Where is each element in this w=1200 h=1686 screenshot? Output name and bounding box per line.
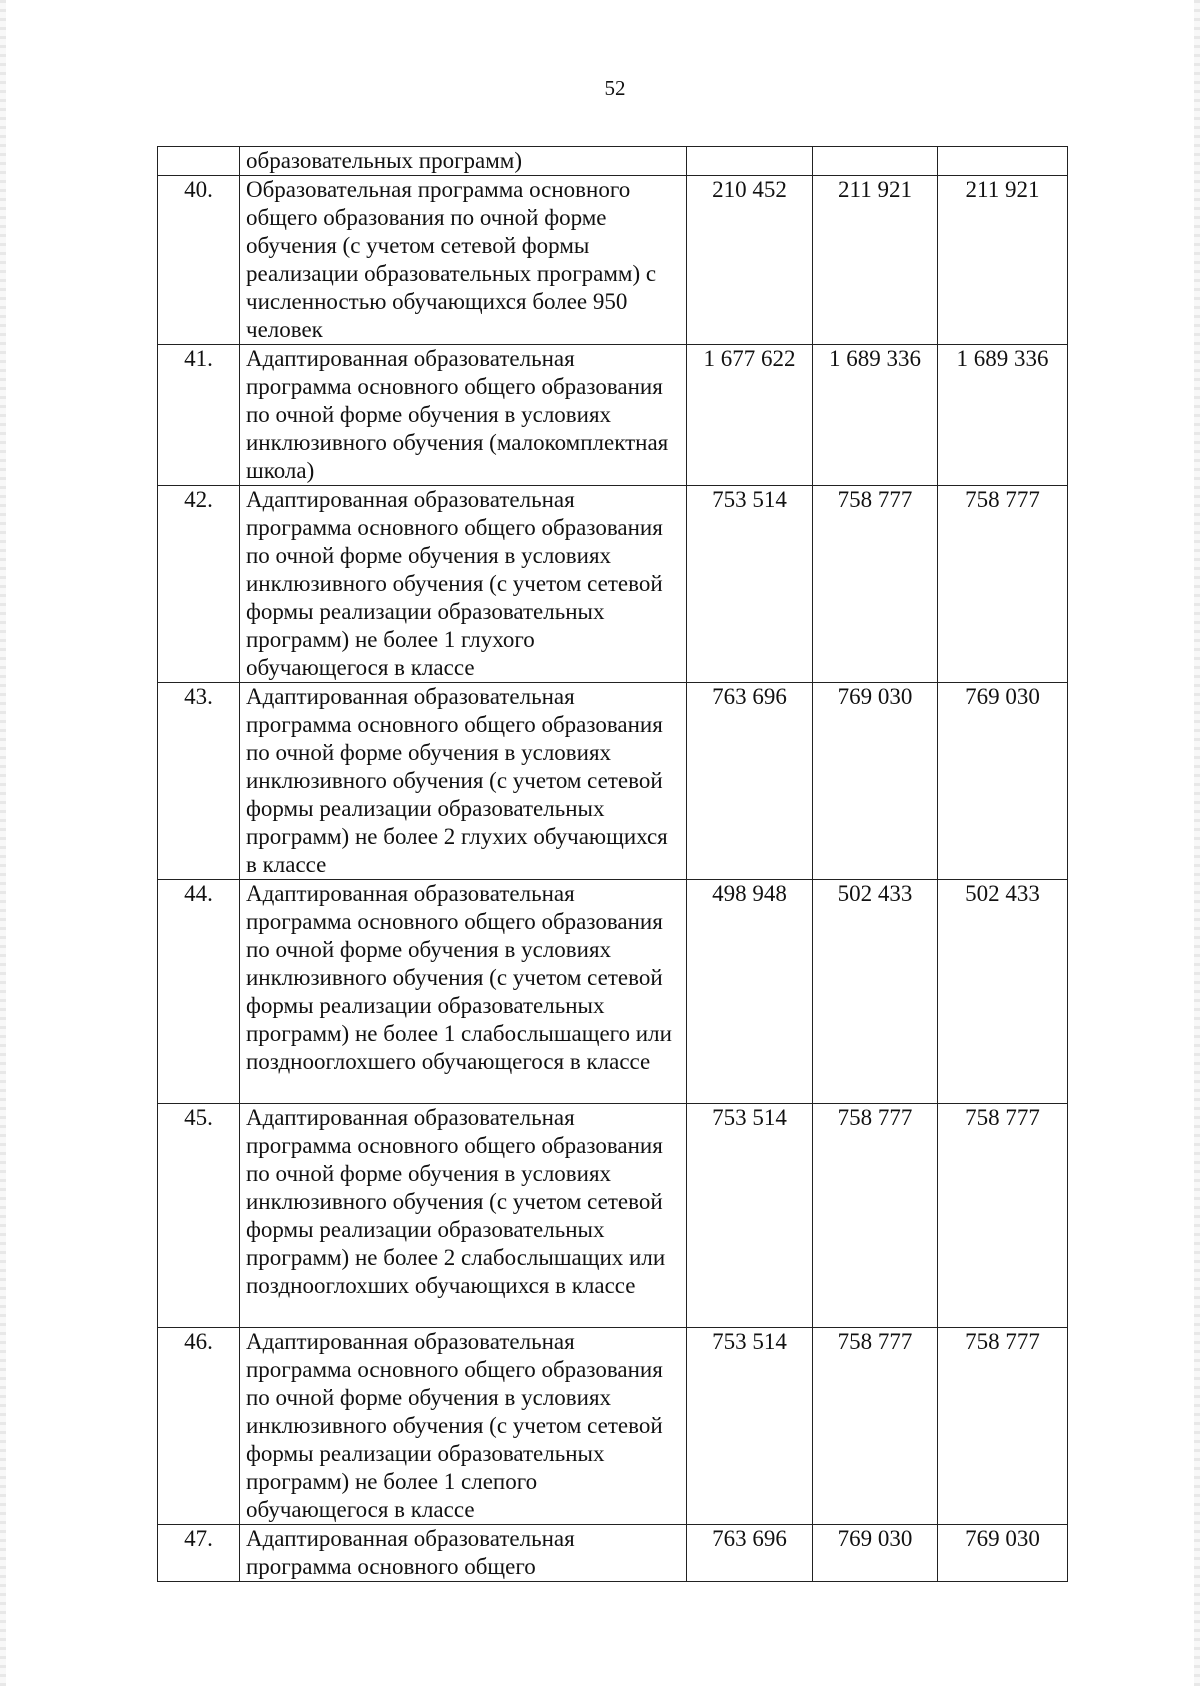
row-description: Адаптированная образовательная программа основного общего образования по очной форме обучения в условиях инклюзивного обучения (с учетом сетевой формы реализации образовательных программ) не более 2 глухих обучающихся в классе <box>240 683 687 880</box>
row-number: 43. <box>158 683 240 880</box>
value-col-1: 1 677 622 <box>687 345 813 486</box>
value-col-3: 769 030 <box>938 1525 1068 1582</box>
value-col-2: 769 030 <box>813 1525 938 1582</box>
value-col-2: 211 921 <box>813 176 938 345</box>
value-col-1: 763 696 <box>687 1525 813 1582</box>
value-col-2 <box>813 147 938 176</box>
row-description: Адаптированная образовательная программа основного общего образования по очной форме обучения в условиях инклюзивного обучения (с учетом сетевой формы реализации образовательных программ) не более 2 слабослышащих или позднооглохших обучающихся в классе <box>240 1104 687 1328</box>
row-description: Адаптированная образовательная программа основного общего <box>240 1525 687 1582</box>
row-description: образовательных программ) <box>240 147 687 176</box>
value-col-3: 502 433 <box>938 880 1068 1104</box>
value-col-3: 211 921 <box>938 176 1068 345</box>
value-col-1: 763 696 <box>687 683 813 880</box>
table-row <box>158 1525 1068 1582</box>
row-number: 44. <box>158 880 240 1104</box>
value-col-1 <box>687 147 813 176</box>
table-row <box>158 880 1068 1104</box>
table-row <box>158 345 1068 486</box>
row-number: 47. <box>158 1525 240 1582</box>
value-col-1: 753 514 <box>687 1104 813 1328</box>
row-description: Адаптированная образовательная программа основного общего образования по очной форме обучения в условиях инклюзивного обучения (с учетом сетевой формы реализации образовательных программ) не более 1 слепого обучающегося в классе <box>240 1328 687 1525</box>
data-table <box>157 146 1068 1582</box>
value-col-3: 758 777 <box>938 486 1068 683</box>
value-col-3: 758 777 <box>938 1104 1068 1328</box>
value-col-2: 758 777 <box>813 1328 938 1525</box>
table-row <box>158 486 1068 683</box>
row-number: 46. <box>158 1328 240 1525</box>
row-number: 40. <box>158 176 240 345</box>
table-row <box>158 1104 1068 1328</box>
value-col-1: 498 948 <box>687 880 813 1104</box>
row-description: Образовательная программа основного общего образования по очной форме обучения (с учетом сетевой формы реализации образовательных программ) с численностью обучающихся более 950 человек <box>240 176 687 345</box>
value-col-3: 1 689 336 <box>938 345 1068 486</box>
page-number: 52 <box>604 76 626 100</box>
row-description: Адаптированная образовательная программа основного общего образования по очной форме обучения в условиях инклюзивного обучения (с учетом сетевой формы реализации образовательных программ) не более 1 слабослышащего или позднооглохшего обучающегося в классе <box>240 880 687 1104</box>
value-col-1: 753 514 <box>687 486 813 683</box>
scan-edge-left <box>0 0 6 1686</box>
value-col-2: 758 777 <box>813 486 938 683</box>
value-col-3 <box>938 147 1068 176</box>
row-description: Адаптированная образовательная программа основного общего образования по очной форме обучения в условиях инклюзивного обучения (с учетом сетевой формы реализации образовательных программ) не более 1 глухого обучающегося в классе <box>240 486 687 683</box>
value-col-2: 769 030 <box>813 683 938 880</box>
scan-edge-right <box>1194 0 1200 1686</box>
value-col-1: 210 452 <box>687 176 813 345</box>
value-col-3: 769 030 <box>938 683 1068 880</box>
row-number: 45. <box>158 1104 240 1328</box>
value-col-2: 1 689 336 <box>813 345 938 486</box>
row-number: 41. <box>158 345 240 486</box>
value-col-3: 758 777 <box>938 1328 1068 1525</box>
table-row <box>158 1328 1068 1525</box>
value-col-2: 502 433 <box>813 880 938 1104</box>
table-row <box>158 176 1068 345</box>
table-row <box>158 683 1068 880</box>
row-number: 42. <box>158 486 240 683</box>
row-description: Адаптированная образовательная программа основного общего образования по очной форме обучения в условиях инклюзивного обучения (малокомплектная школа) <box>240 345 687 486</box>
table-row <box>158 147 1068 176</box>
row-number <box>158 147 240 176</box>
value-col-1: 753 514 <box>687 1328 813 1525</box>
value-col-2: 758 777 <box>813 1104 938 1328</box>
